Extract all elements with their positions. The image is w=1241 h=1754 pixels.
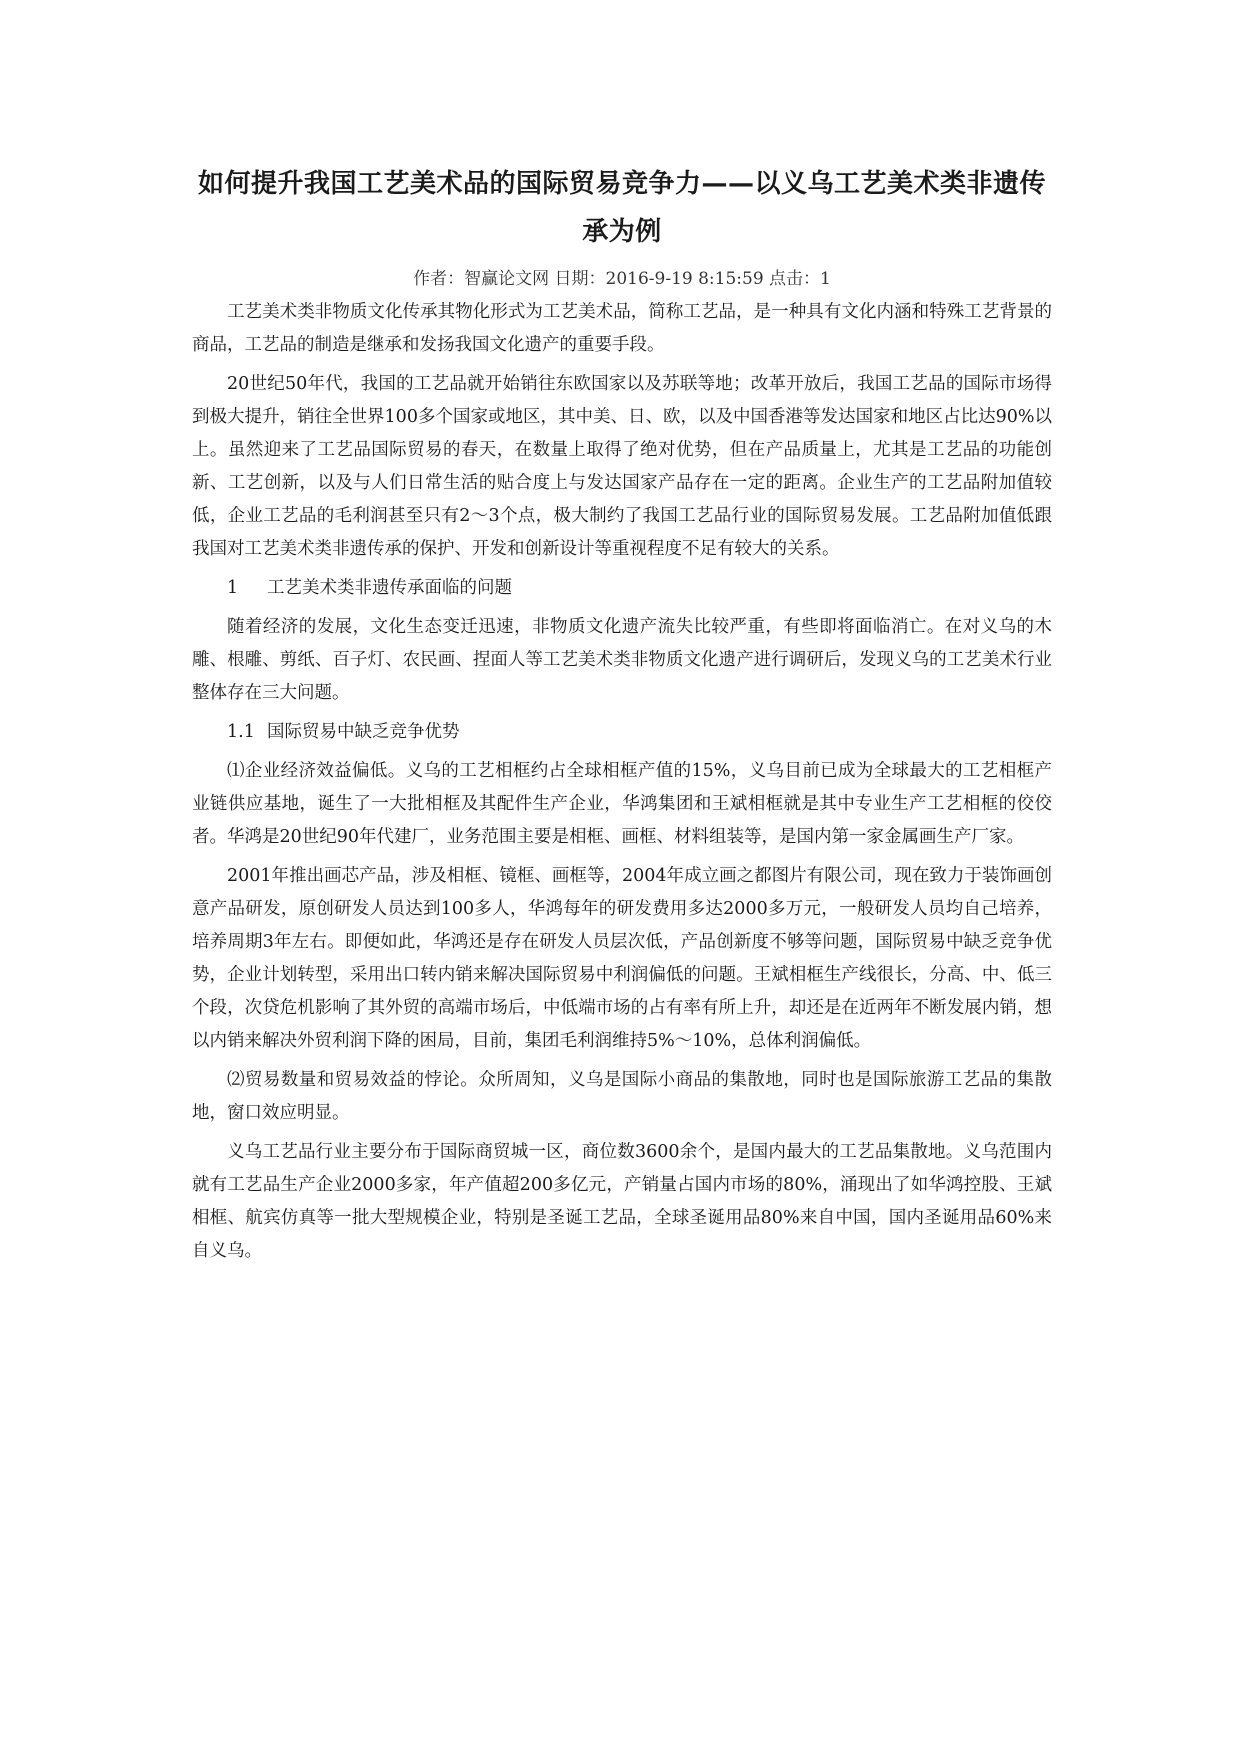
article-title: 如何提升我国工艺美术品的国际贸易竞争力——以义乌工艺美术类非遗传承为例 xyxy=(197,169,1046,247)
paragraph-yiwu-market: 义乌工艺品行业主要分布于国际商贸城一区，商位数3600余个，是国内最大的工艺品集散地。义乌范围内就有工艺品生产企业2000多家，年产值超200多亿元，产销量占国内市场的80%，涌现出了如华鸿控股、王斌相框、航宾仿真等一批大型规模企业，特别是圣诞工艺品，全球圣诞用品80%来自中国，国内圣诞用品60%来自义乌。 xyxy=(192,1142,1052,1261)
article-body xyxy=(192,160,1052,1274)
section-title: 工艺美术类非遗传承面临的问题 xyxy=(267,578,512,598)
section-number: 1.1 xyxy=(227,722,255,742)
section-heading-1-1 xyxy=(192,716,1052,749)
paragraph-huahong: 2001年推出画芯产品，涉及相框、镜框、画框等，2004年成立画之都图片有限公司，现在致力于装饰画创意产品研发，原创研发人员达到100多人，华鸿每年的研发费用多达2000多万元，一般研发人员均自己培养，培养周期3年左右。即便如此，华鸿还是存在研发人员层次低，产品创新度不够等问题，国际贸易中缺乏竞争优势，企业计划转型，采用出口转内销来解决国际贸易中利润偏低的问题。王斌相框生产线很长，分高、中、低三个段，次贷危机影响了其外贸的高端市场后，中低端市场的占有率有所上升，却还是在近两年不断发展内销，想以内销来解决外贸利润下降的困局，目前，集团毛利润维持5%～10%，总体利润偏低。 xyxy=(192,866,1052,1051)
section-number: 1 xyxy=(227,578,239,598)
paragraph-intro: 工艺美术类非物质文化传承其物化形式为工艺美术品，简称工艺品，是一种具有文化内涵和特殊工艺背景的商品，工艺品的制造是继承和发扬我国文化遗产的重要手段。 xyxy=(192,302,1052,355)
article-meta: 作者：智赢论文网 日期：2016-9-19 8:15:59 点击：1 xyxy=(413,269,831,289)
section-heading-1 xyxy=(192,572,1052,605)
paragraph-point-1: ⑴企业经济效益偏低。义乌的工艺相框约占全球相框产值的15%，义乌目前已成为全球最大的工艺相框产业链供应基地，诞生了一大批相框及其配件生产企业，华鸿集团和王斌相框就是其中专业生产工艺相框的佼佼者。华鸿是20世纪90年代建厂，业务范围主要是相框、画框、材料组装等，是国内第一家金属画生产厂家。 xyxy=(192,761,1052,847)
paragraph-history: 20世纪50年代，我国的工艺品就开始销往东欧国家以及苏联等地；改革开放后，我国工艺品的国际市场得到极大提升，销往全世界100多个国家或地区，其中美、日、欧，以及中国香港等发达国家和地区占比达90%以上。虽然迎来了工艺品国际贸易的春天，在数量上取得了绝对优势，但在产品质量上，尤其是工艺品的功能创新、工艺创新，以及与人们日常生活的贴合度上与发达国家产品存在一定的距离。企业生产的工艺品附加值较低，企业工艺品的毛利润甚至只有2～3个点，极大制约了我国工艺品行业的国际贸易发展。工艺品附加值低跟我国对工艺美术类非遗传承的保护、开发和创新设计等重视程度不足有较大的关系。 xyxy=(192,374,1052,559)
paragraph-point-2: ⑵贸易数量和贸易效益的悖论。众所周知，义乌是国际小商品的集散地，同时也是国际旅游工艺品的集散地，窗口效应明显。 xyxy=(192,1070,1052,1123)
section-title: 国际贸易中缺乏竞争优势 xyxy=(267,722,460,742)
paragraph-problems: 随着经济的发展，文化生态变迁迅速，非物质文化遗产流失比较严重，有些即将面临消亡。在对义乌的木雕、根雕、剪纸、百子灯、农民画、捏面人等工艺美术类非物质文化遗产进行调研后，发现义乌的工艺美术行业整体存在三大问题。 xyxy=(192,617,1052,703)
